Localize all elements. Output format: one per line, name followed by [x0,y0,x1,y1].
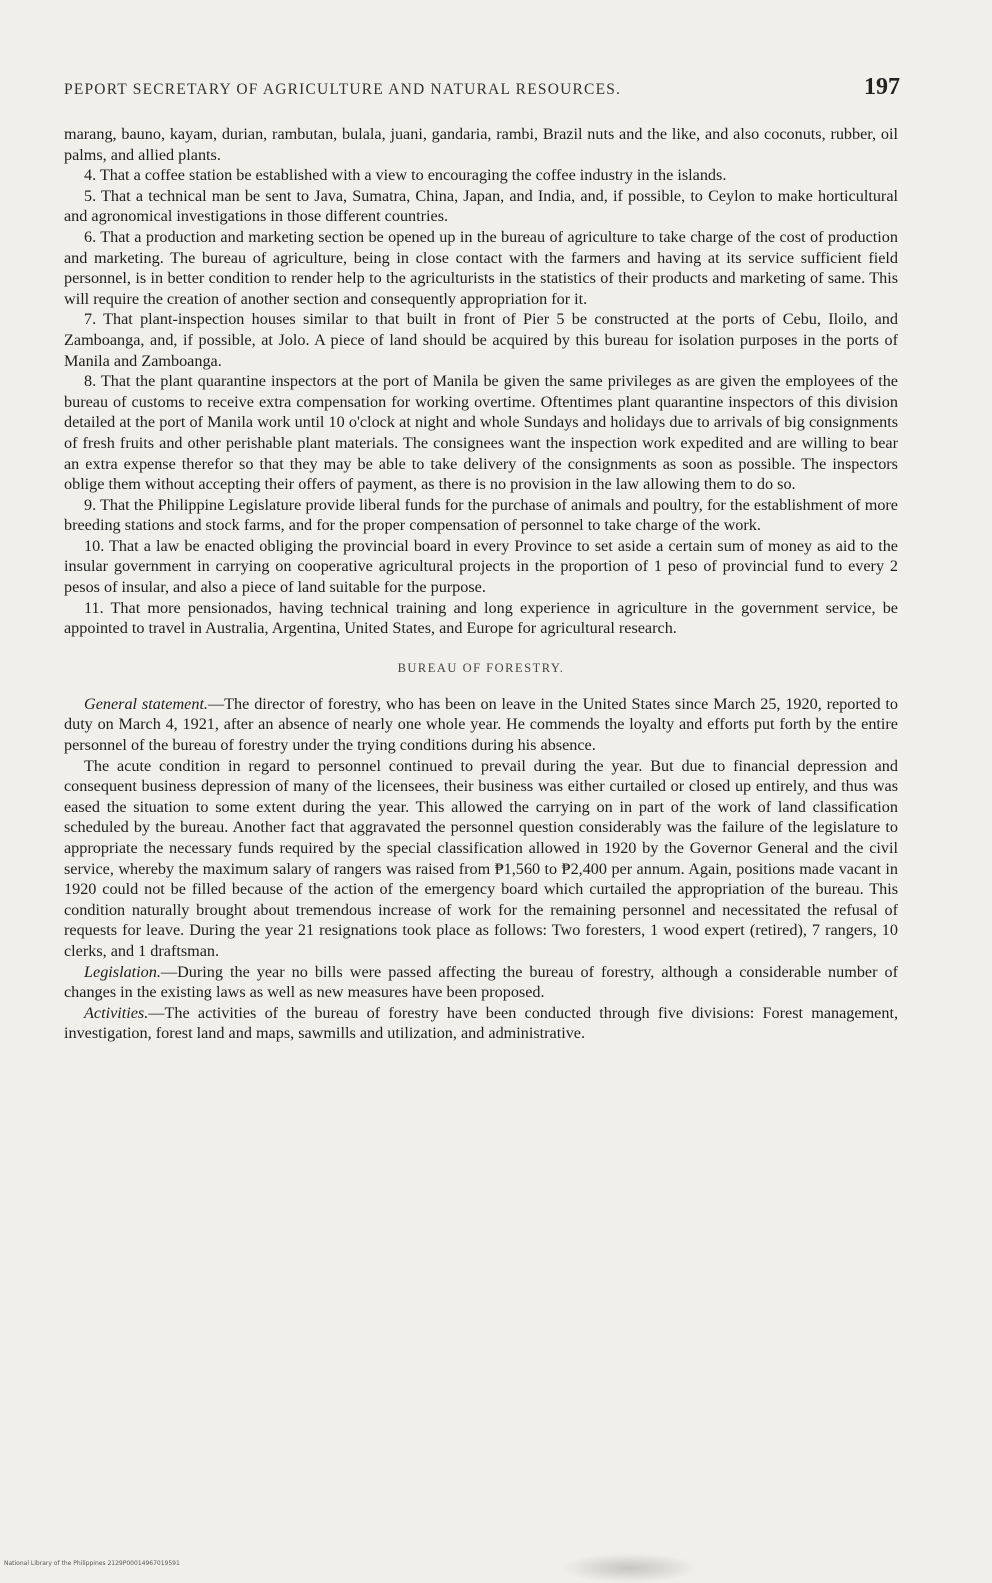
scan-credit: National Library of the Philippines 2129P00014967019591 [4,1560,180,1567]
activities-label: Activities. [84,1003,149,1022]
paragraph-personnel: The acute condition in regard to personnel continued to prevail during the year. But due to financial depression and consequent business depression of many of the licensees, their business was either curtailed or closed up entirely, and thus was eased the situation to some extent during the year. This allowed the carrying on in part of the work of land classification scheduled by the bureau. Another fact that aggravated the personnel question considerably was the failure of the legislature to appropriate the necessary funds required by the special classification allowed in 1920 by the Governor General and the civil service, whereby the maximum salary of rangers was raised from ₱1,560 to ₱2,400 per annum. Again, positions made vacant in 1920 could not be filled because of the action of the emergency board which curtailed the appropriation of the bureau. This condition naturally brought about tremendous increase of work for the remaining personnel and necessitated the refusal of requests for leave. During the year 21 resignations took place as follows: Two foresters, 1 wood expert (retired), 7 rangers, 10 clerks, and 1 draftsman. [64,756,898,960]
paragraph-item-11: 11. That more pensionados, having technical training and long experience in agriculture in the government service, be appointed to travel in Australia, Argentina, United States, and Europe for agricultural research. [64,598,898,638]
scan-shadow [560,1553,700,1583]
legislation-label: Legislation. [84,962,161,981]
general-statement-text: —The director of forestry, who has been on leave in the United States since March 25, 1920, reported to duty on March 4, 1921, after an absence of nearly one whole year. He commends the loyalty and efforts put forth by the entire personnel of the bureau of forestry under the trying conditions during his absence. [64,694,898,755]
section-heading-bureau-of-forestry: BUREAU OF FORESTRY. [397,660,565,675]
paragraph-general-statement [64,694,898,756]
paragraph-legislation [64,962,898,1003]
paragraph-item-9: 9. That the Philippine Legislature provide liberal funds for the purchase of animals and poultry, for the establishment of more breeding stations and stock farms, and for the proper compensation of personnel to take charge of the work. [64,495,898,535]
legislation-text: —During the year no bills were passed affecting the bureau of forestry, although a considerable number of changes in the existing laws as well as new measures have been proposed. [64,962,898,1002]
activities-text: —The activities of the bureau of forestry have been conducted through five divisions: Forest management, investigation, forest land and maps, sawmills and utilization, and administrative. [64,1003,898,1043]
paragraph-item-10: 10. That a law be enacted obliging the provincial board in every Province to set aside a certain sum of money as aid to the insular government in carrying on cooperative agricultural projects in the proportion of 1 peso of provincial fund to every 2 pesos of insular, and also a piece of land suitable for the purpose. [64,536,898,597]
paragraph-continuation: marang, bauno, kayam, durian, rambutan, bulala, juani, gandaria, rambi, Brazil nuts and the like, and also coconuts, rubber, oil palms, and allied plants. [64,125,898,164]
running-head [64,74,898,114]
paragraph-item-8: 8. That the plant quarantine inspectors at the port of Manila be given the same privileges as are given the employees of the bureau of customs to receive extra compensation for working overtime. Oftentimes plant quarantine inspectors of this division detailed at the port of Manila work until 10 o'clock at night and whole Sundays and holidays due to arrivals of big consignments of fresh fruits and other perishable plant materials. The consignees want the inspection work expedited and are willing to bear an extra expense therefor so that they may be able to take delivery of the consignments as soon as possible. The inspectors oblige them without accepting their offers of payment, as there is no provision in the law allowing them to do so. [64,372,898,494]
paragraph-item-6: 6. That a production and marketing section be opened up in the bureau of agriculture to take charge of the cost of production and marketing. The bureau of agriculture, being in close contact with the farmers and having at its service sufficient field personnel, is in better condition to render help to the agriculturists in the statistics of their products and marketing of same. This will require the creation of another section and consequently appropriation for it. [64,227,898,308]
page-number: 197 [864,74,900,100]
paragraph-item-4: 4. That a coffee station be established with a view to encouraging the coffee industry in the islands. [84,166,727,185]
document-page [64,74,898,1044]
general-statement-label: General statement. [84,694,208,713]
paragraph-activities [64,1003,898,1044]
running-head-title: PEPORT SECRETARY OF AGRICULTURE AND NATURAL RESOURCES. [64,81,622,98]
paragraph-item-5: 5. That a technical man be sent to Java, Sumatra, China, Japan, and India, and, if possible, to Ceylon to make horticultural and agronomical investigations in those different countries. [64,186,898,226]
paragraph-item-7: 7. That plant-inspection houses similar to that built in front of Pier 5 be constructed at the ports of Cebu, Iloilo, and Zamboanga, and, if possible, at Jolo. A piece of land should be acquired by this bureau for isolation purposes in the ports of Manila and Zamboanga. [64,310,898,370]
